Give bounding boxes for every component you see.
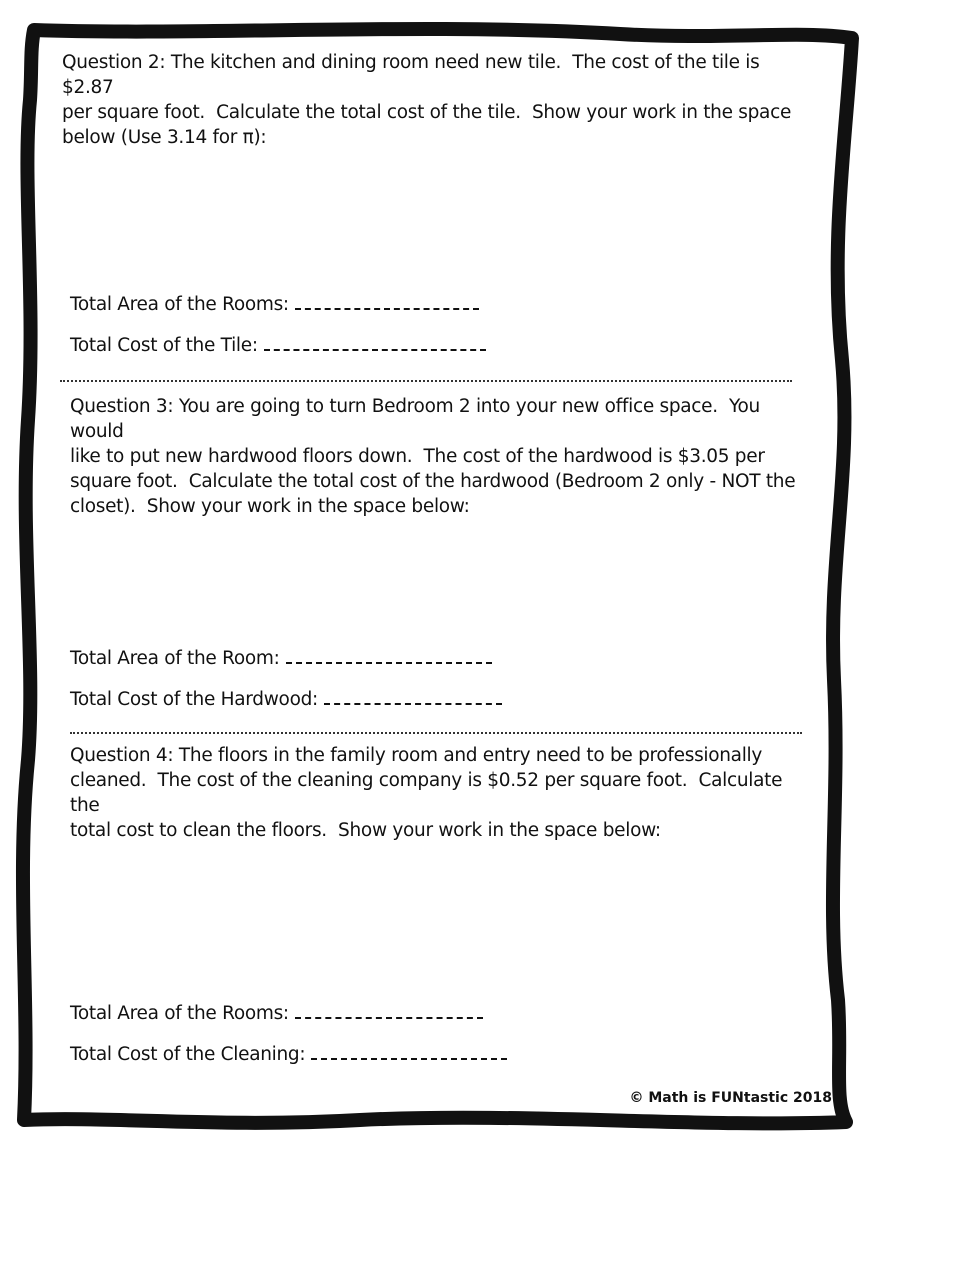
question-2-area-answer — [70, 294, 479, 315]
question-4-area-blank[interactable] — [295, 1003, 483, 1019]
question-3-cost-blank[interactable] — [324, 689, 502, 705]
question-2-line-2: per square foot. Calculate the total cost of the tile. Show your work in the space — [62, 102, 792, 123]
question-3-area-label: Total Area of the Room: — [70, 648, 280, 669]
question-3 — [70, 394, 802, 519]
question-3-line-4: closet). Show your work in the space below: — [70, 496, 470, 517]
question-2 — [62, 50, 802, 150]
question-3-line-2: like to put new hardwood floors down. The cost of the hardwood is $3.05 per — [70, 446, 765, 467]
question-3-cost-answer — [70, 689, 502, 710]
question-3-area-answer — [70, 648, 492, 669]
question-2-cost-answer — [70, 335, 486, 356]
question-4-line-1: Question 4: The floors in the family room and entry need to be professionally — [70, 745, 763, 766]
question-4-line-2: cleaned. The cost of the cleaning company is $0.52 per square foot. Calculate the — [70, 770, 788, 816]
question-3-cost-label: Total Cost of the Hardwood: — [70, 689, 318, 710]
question-4-line-3: total cost to clean the floors. Show your work in the space below: — [70, 820, 661, 841]
section-divider-1 — [60, 380, 792, 382]
question-3-area-blank[interactable] — [286, 648, 492, 664]
question-2-cost-label: Total Cost of the Tile: — [70, 335, 258, 356]
question-4-area-label: Total Area of the Rooms: — [70, 1003, 289, 1024]
question-4-cost-label: Total Cost of the Cleaning: — [70, 1044, 306, 1065]
question-4-cost-answer — [70, 1044, 507, 1065]
question-2-cost-blank[interactable] — [264, 335, 486, 351]
section-divider-2 — [70, 732, 802, 734]
question-2-area-label: Total Area of the Rooms: — [70, 294, 289, 315]
question-4 — [70, 743, 802, 843]
question-2-area-blank[interactable] — [295, 294, 479, 310]
question-2-line-1: Question 2: The kitchen and dining room need new tile. The cost of the tile is $2.87 — [62, 52, 766, 98]
worksheet-content — [62, 50, 832, 1110]
question-4-area-answer — [70, 1003, 483, 1024]
question-3-line-1: Question 3: You are going to turn Bedroom 2 into your new office space. You would — [70, 396, 766, 442]
question-3-line-3: square foot. Calculate the total cost of the hardwood (Bedroom 2 only - NOT the — [70, 471, 796, 492]
question-2-line-3: below (Use 3.14 for π): — [62, 127, 267, 148]
copyright-footer: © Math is FUNtastic 2018 — [629, 1090, 832, 1106]
question-4-cost-blank[interactable] — [311, 1044, 507, 1060]
